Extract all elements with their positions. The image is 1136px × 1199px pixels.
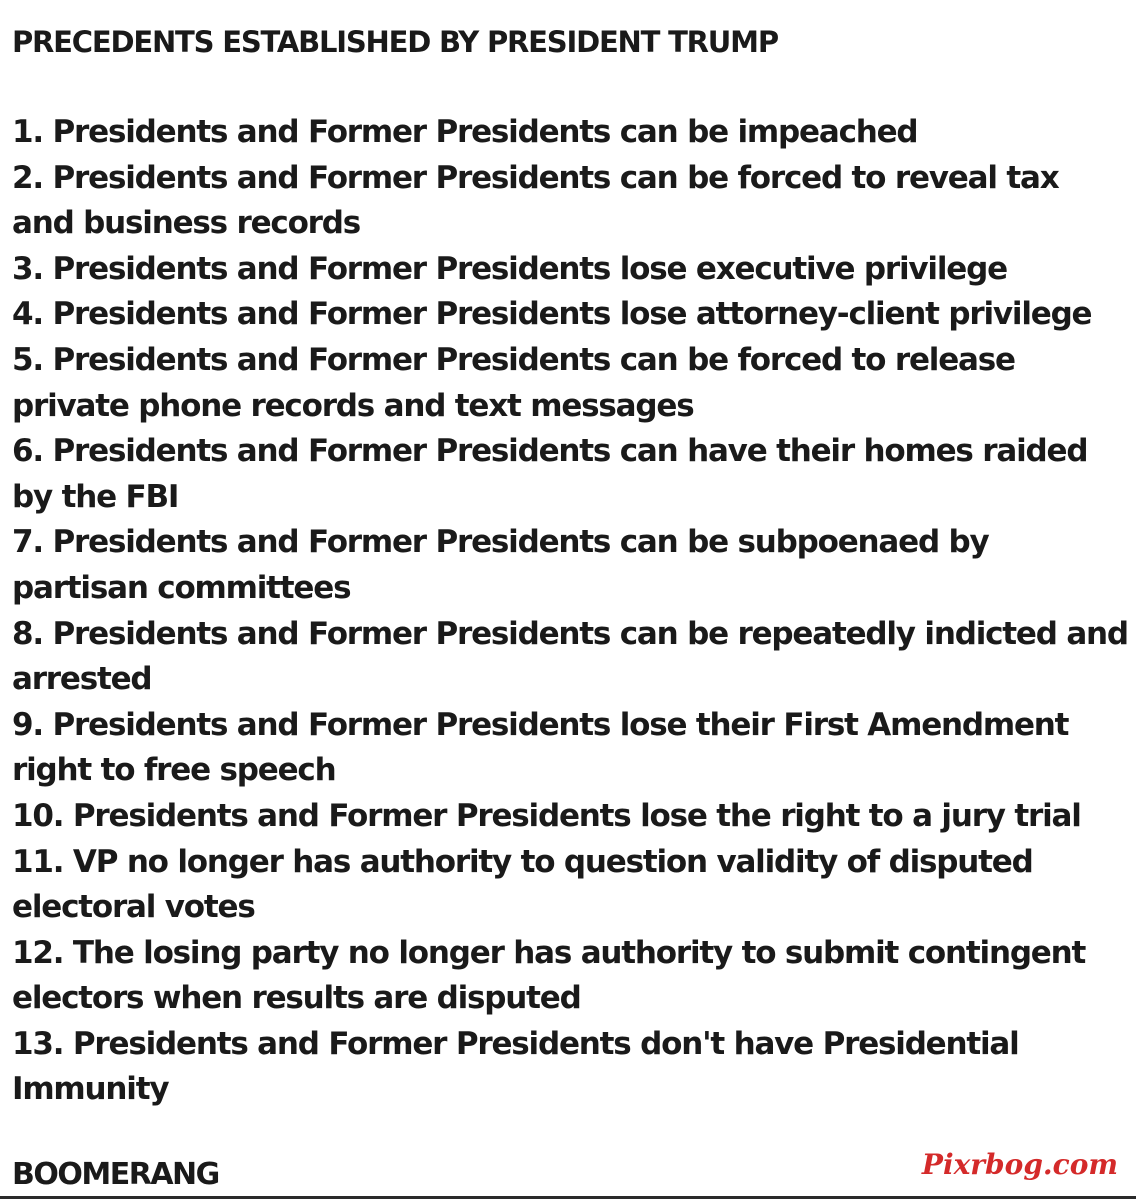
list-item: 13. Presidents and Former Presidents don't have Presidential Immunity [12, 1025, 1019, 1108]
list-item: 4. Presidents and Former Presidents lose attorney-client privilege [12, 296, 1092, 333]
list-item: 11. VP no longer has authority to question validity of disputed electoral votes [12, 843, 1033, 926]
list-item: 5. Presidents and Former Presidents can be forced to release private phone records and text messages [12, 341, 1015, 424]
list-item: 10. Presidents and Former Presidents lose the right to a jury trial [12, 797, 1081, 834]
list-item: 6. Presidents and Former Presidents can have their homes raided by the FBI [12, 433, 1088, 515]
precedents-list [12, 110, 1128, 1113]
document-title: PRECEDENTS ESTABLISHED BY PRESIDENT TRUMP [12, 25, 778, 59]
list-item: 9. Presidents and Former Presidents lose their First Amendment right to free speech [12, 706, 1069, 789]
list-item: 2. Presidents and Former Presidents can be forced to reveal tax and business records [12, 159, 1059, 242]
list-item: 8. Presidents and Former Presidents can be repeatedly indicted and arrested [12, 615, 1128, 698]
watermark: Pixrbog.com [921, 1148, 1118, 1181]
list-item: 3. Presidents and Former Presidents lose executive privilege [12, 250, 1007, 287]
list-item: 1. Presidents and Former Presidents can be impeached [12, 114, 918, 150]
list-item: 12. The losing party no longer has authority to submit contingent electors when results are disputed [12, 934, 1086, 1017]
footer-label: BOOMERANG [12, 1157, 219, 1192]
list-item: 7. Presidents and Former Presidents can be subpoenaed by partisan committees [12, 524, 989, 606]
